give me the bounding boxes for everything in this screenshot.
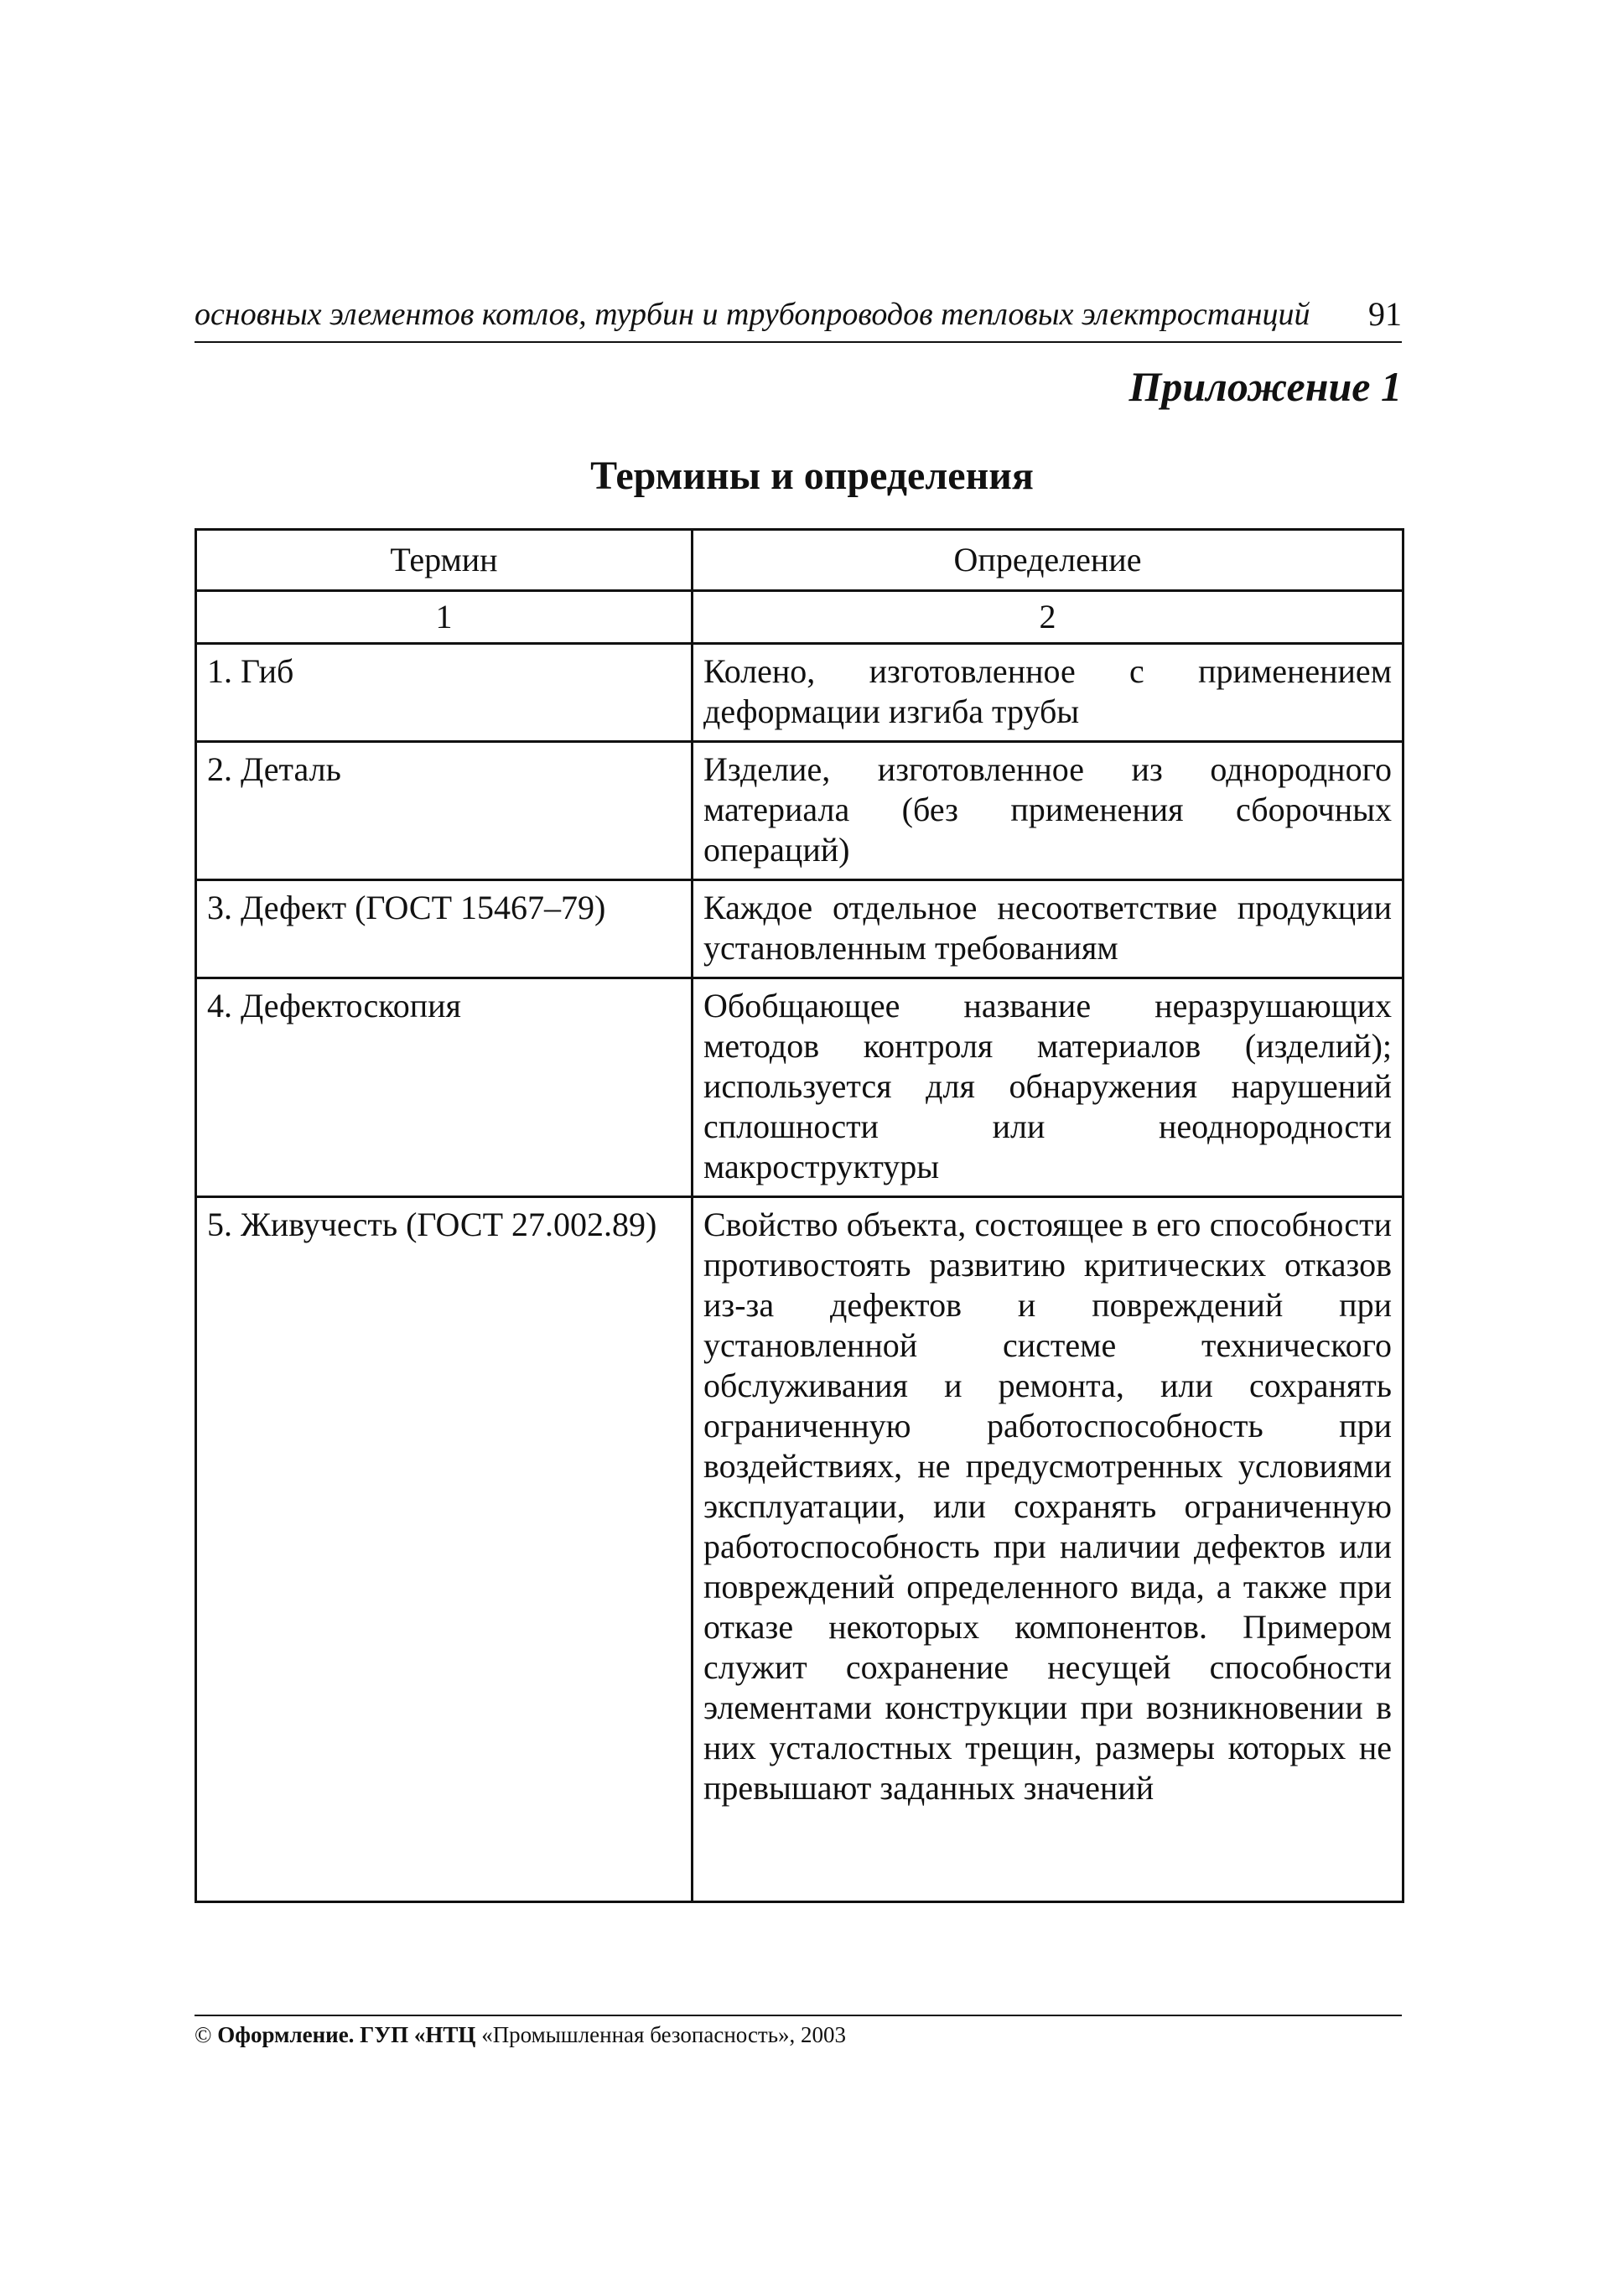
credit-label: Оформление. ГУП «НТЦ: [217, 2022, 476, 2047]
column-header-term: Термин: [196, 530, 693, 591]
table-title: Термины и определения: [590, 454, 1034, 498]
table-row: [196, 880, 1403, 978]
table-row: [196, 978, 1403, 1197]
table-row: [196, 1197, 1403, 1902]
definition-cell: Свойство объекта, состоящее в его способности противостоять развитию критических отказов из-за дефектов и повреждений при установленной системе технического обслуживания и ремонта, или сохранять ограниченную работоспособность при воздействиях, не предусмотренных условиями эксплуатации, или сохранять ограниченную работоспособность при наличии дефектов или повреждений определенного вида, а также при отказе некоторых компонентов. Примером служит сохранение несущей способности элементами конструкции при возникновении в них усталостных трещин, размеры которых не превышают заданных значений: [693, 1197, 1403, 1902]
definition-cell: Колено, изготовленное с применением деформации изгиба трубы: [693, 644, 1403, 742]
header-rule: [195, 341, 1402, 343]
table-row: [196, 742, 1403, 880]
column-number-2: 2: [693, 591, 1403, 644]
term-cell: 5. Живучесть (ГОСТ 27.002.89): [196, 1197, 693, 1902]
term-cell: 1. Гиб: [196, 644, 693, 742]
column-number-row: [196, 591, 1403, 644]
copyright-symbol: ©: [195, 2022, 212, 2047]
definition-cell: Каждое отдельное несоответствие продукции установленным требованиям: [693, 880, 1403, 978]
appendix-label: Приложение 1: [1128, 363, 1402, 410]
terms-table: [195, 528, 1404, 1903]
page-number: 91: [1368, 295, 1402, 333]
footer-rule: [195, 2015, 1402, 2016]
credit-rest: «Промышленная безопасность», 2003: [481, 2022, 847, 2047]
column-number-1: 1: [196, 591, 693, 644]
column-header-definition: Определение: [693, 530, 1403, 591]
table-header-row: [196, 530, 1403, 591]
term-cell: 4. Дефектоскопия: [196, 978, 693, 1197]
running-head: [195, 293, 1402, 335]
definition-cell: Обобщающее название неразрушающих методов контроля материалов (изделий); используется для обнаружения нарушений сплошности или неоднородности макроструктуры: [693, 978, 1403, 1197]
definition-cell: Изделие, изготовленное из однородного материала (без применения сборочных операций): [693, 742, 1403, 880]
term-cell: 3. Дефект (ГОСТ 15467–79): [196, 880, 693, 978]
running-title: основных элементов котлов, турбин и трубопроводов тепловых электростанций: [195, 297, 1310, 332]
footer-credit: [195, 2022, 846, 2048]
table-row: [196, 644, 1403, 742]
term-cell: 2. Деталь: [196, 742, 693, 880]
